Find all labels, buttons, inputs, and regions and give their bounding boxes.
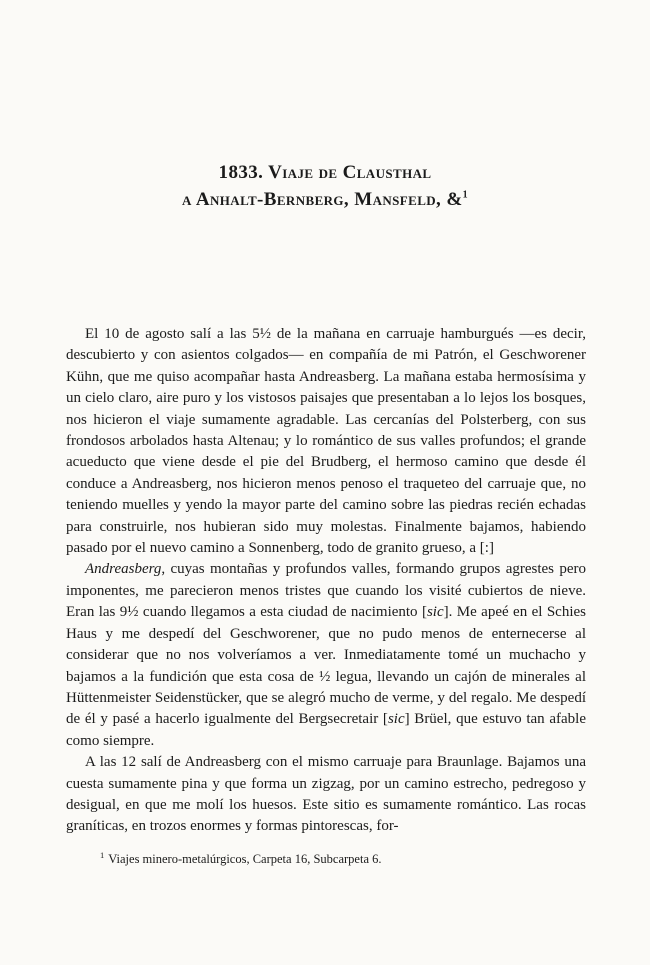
italic-text-run: sic	[387, 711, 405, 728]
title-line-1: 1833. Viaje de Clausthal	[218, 162, 432, 183]
italic-text-run: Andreasberg	[85, 561, 162, 578]
paragraph	[66, 752, 586, 838]
title-line-2-text: a Anhalt-Bernberg, Mansfeld, &	[182, 188, 463, 210]
footnote-marker: 1	[100, 849, 105, 860]
body-text	[66, 324, 586, 838]
text-run: ] Brüel, que estuvo tan afable como siempre.	[66, 711, 586, 749]
page-title	[0, 160, 650, 213]
italic-text-run: sic	[426, 604, 444, 621]
title-footnote-ref: 1	[462, 189, 468, 201]
footnote-text: Viajes minero-metalúrgicos, Carpeta 16, Subcarpeta 6.	[108, 852, 382, 866]
footnote	[100, 851, 570, 867]
text-run: , cuyas montañas y profundos valles, formando grupos agrestes pero imponentes, me parecieron menos tristes que cuando los visité cubiertos de nieve. Eran las 9½ cuando llegamos a esta ciudad de nacimiento [	[66, 561, 586, 621]
title-line-2	[0, 187, 650, 214]
text-run: ]. Me apeé en el Schies Haus y me despedí del Geschworener, que no pudo menos de enternecerse al considerar que no nos volveríamos a ver. Inmediatamente tomé un muchacho y bajamos a la fundición que esta cosa de ½ legua, llevando un cajón de minerales al Hüttenmeister Seidenstücker, que se alegró mucho de verme, y del regalo. Me despedí de él y pasé a hacerlo igualmente del Bergsecretair [	[66, 604, 586, 728]
paragraph	[66, 559, 586, 752]
text-run: A las 12 salí de Andreasberg con el mismo carruaje para Braunlage. Bajamos una cuesta sumamente pina y que forma un zigzag, por un camino estrecho, pedregoso y desigual, en que me molí los huesos. Este sitio es sumamente romántico. Las rocas graníticas, en trozos enormes y formas pintorescas, for-	[66, 754, 586, 835]
paragraph	[66, 324, 586, 559]
text-run: El 10 de agosto salí a las 5½ de la mañana en carruaje hamburgués —es decir, descubierto y con asientos colgados— en compañía de mi Patrón, el Geschworener Kühn, que me quiso acompañar hasta Andreasberg. La mañana estaba hermosísima y un cielo claro, aire puro y los vistosos paisajes que presentaban a lo lejos los bosques, nos hicieron el viaje sumamente agradable. Las cercanías del Polsterberg, con sus frondosos arbolados hasta Altenau; y lo romántico de sus valles profundos; el grande acueducto que viene desde el pie del Brudberg, el hermoso camino que desde él conduce a Andreasberg, nos hicieron menos penoso el traqueteo del carruaje que, no teniendo muelles y yendo la mayor parte del camino sobre las piedras recién echadas para construirle, nos hubieran sido muy molestas. Finalmente bajamos, habiendo pasado por el nuevo camino a Sonnenberg, todo de granito grueso, a [:]	[66, 326, 586, 557]
